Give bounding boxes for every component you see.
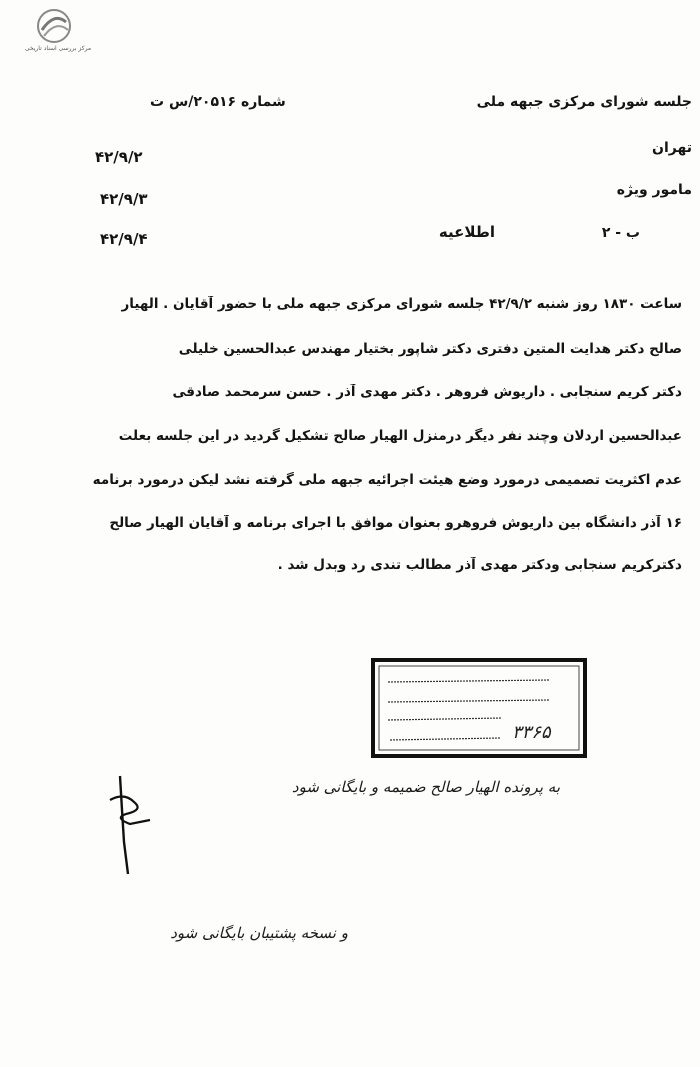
document-number: شماره ۲۰۵۱۶/س ت (150, 94, 286, 110)
archive-stamp (370, 654, 590, 762)
body-line: صالح دکتر هدایت المتین دفتری دکتر شاپور بختیار مهندس عبدالحسین خلیلی (178, 341, 682, 357)
body-line: عبدالحسین اردلان وچند نفر دیگر درمنزل الهیار صالح تشکیل گردید در این جلسه بعلت (118, 428, 682, 444)
city-label: تهران (652, 140, 692, 156)
body-line: دکتر کریم سنجابی . داریوش فروهر . دکتر مهدی آذر . حسن سرمحمد صادقی (172, 384, 682, 400)
organization-title: جلسه شورای مرکزی جبهه ملی (476, 94, 692, 110)
body-line: ساعت ۱۸۳۰ روز شنبه ۴۲/۹/۲ جلسه شورای مرکزی جبهه ملی با حضور آقایان . الهیار (121, 296, 682, 312)
handwritten-note-1: به پرونده الهیار صالح ضمیمه و بایگانی شود (291, 778, 560, 796)
archive-logo-icon (34, 8, 74, 44)
agent-label: مامور ویژه (616, 182, 692, 198)
body-line: ۱۶ آذر دانشگاه بین داریوش فروهرو بعنوان موافق با اجرای برنامه و آقایان الهیار صالح (109, 515, 682, 531)
date-second: ۴۲/۹/۳ (100, 190, 148, 208)
handwritten-note-2: و نسخه پشتیبان بایگانی شود (170, 924, 348, 942)
archive-logo-text: مرکز بررسی اسناد تاریخی (24, 45, 92, 52)
archive-logo (8, 8, 100, 54)
signature (100, 770, 160, 880)
date-first: ۴۲/۹/۲ (95, 148, 143, 166)
stamp-code: ۳۳۶۵ (512, 722, 551, 743)
item-number: ب - ۲ (601, 225, 640, 241)
body-line: دکترکریم سنجابی ودکتر مهدی آذر مطالب تندی رد وبدل شد . (277, 557, 682, 573)
document-type: اطلاعیه (438, 223, 495, 241)
date-third: ۴۲/۹/۴ (100, 230, 148, 248)
body-line: عدم اکثریت تصمیمی درمورد وضع هیئت اجرائیه جبهه ملی گرفته نشد لیکن درمورد برنامه (92, 472, 682, 488)
